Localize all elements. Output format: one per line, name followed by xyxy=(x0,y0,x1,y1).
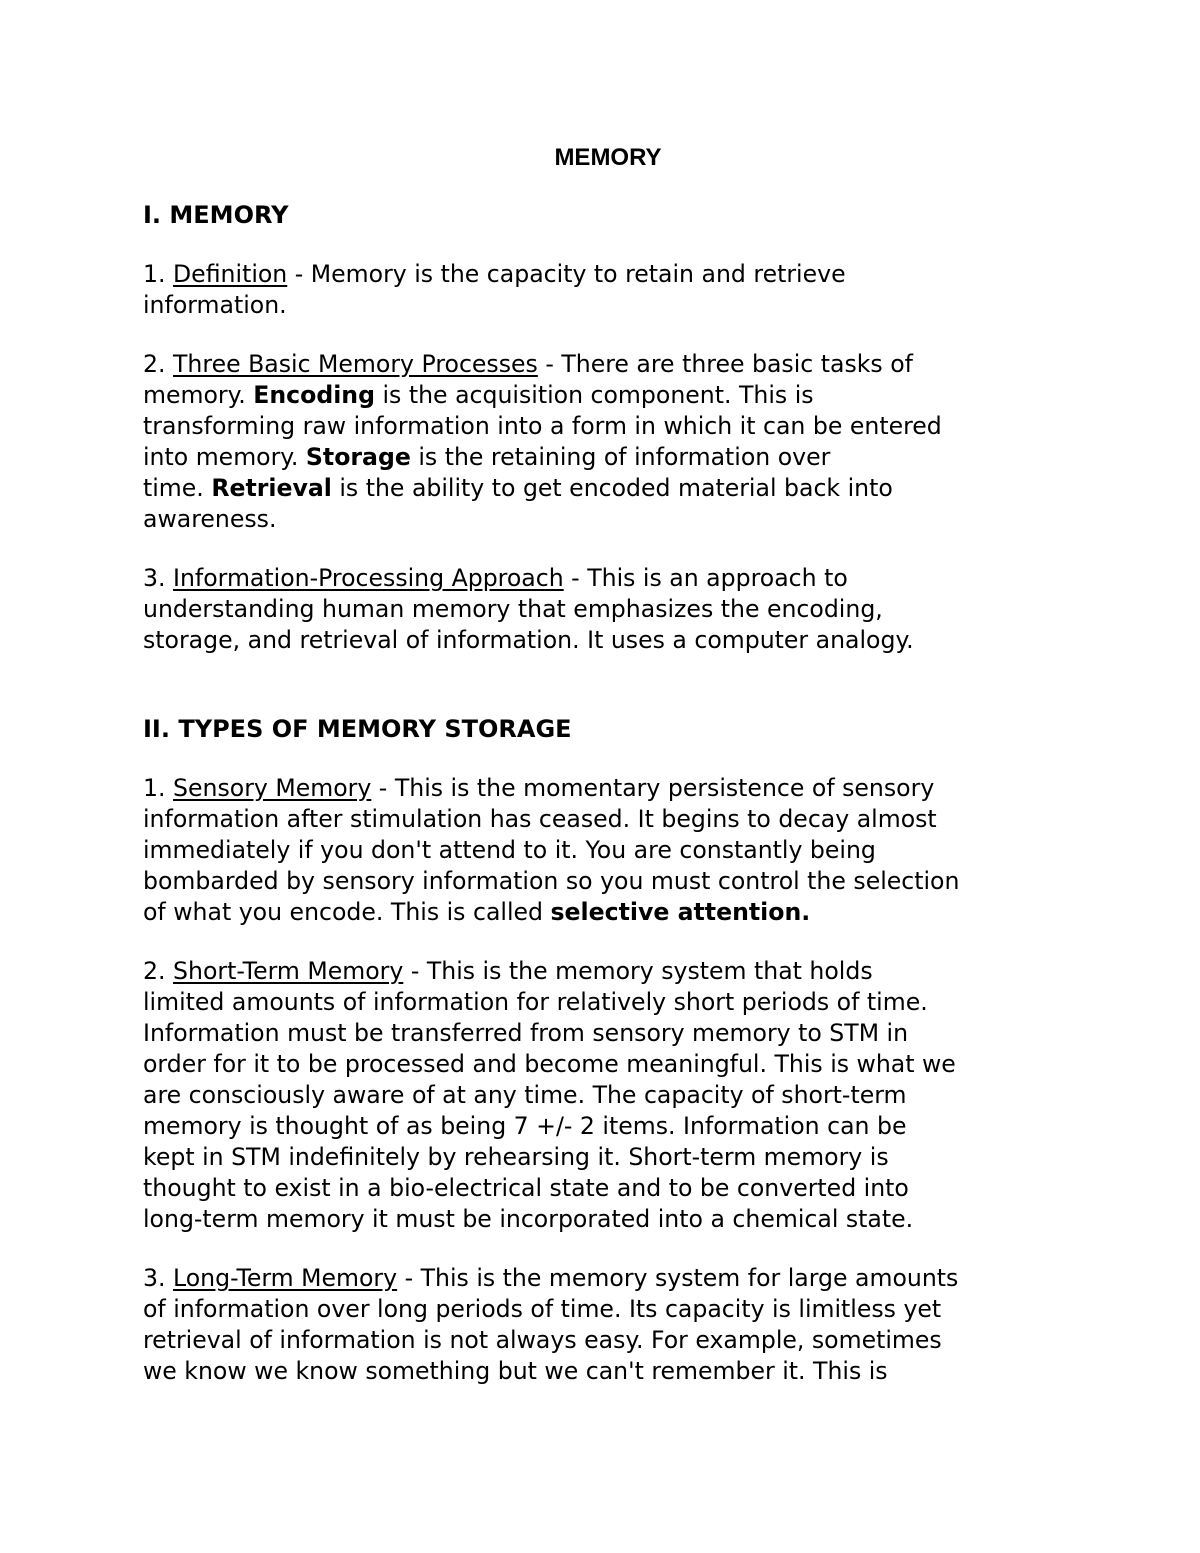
text-span: time. xyxy=(143,474,212,502)
text-line: kept in STM indefinitely by rehearsing it. Short-term memory is xyxy=(143,1143,889,1171)
document-body xyxy=(143,138,1073,1387)
item-number: 1. xyxy=(143,774,174,802)
text-line xyxy=(143,473,1073,504)
item-number: 3. xyxy=(143,1264,174,1292)
term-information-processing: Information-Processing Approach xyxy=(173,564,564,592)
text-line: memory is thought of as being 7 +/- 2 items. Information can be xyxy=(143,1112,907,1140)
text-line: Information must be transferred from sensory memory to STM in xyxy=(143,1019,909,1047)
paragraph-three-processes xyxy=(143,349,1073,535)
term-three-basic-processes: Three Basic Memory Processes xyxy=(173,350,538,378)
text-span: is the retaining of information over xyxy=(410,443,831,471)
text-line: retrieval of information is not always easy. For example, sometimes xyxy=(143,1326,942,1354)
text-line xyxy=(143,956,1073,987)
paragraph-long-term-memory xyxy=(143,1263,1073,1387)
term-definition: Definition xyxy=(173,260,288,288)
text-span: is the acquisition component. This is xyxy=(375,381,814,409)
text-span: of what you encode. This is called xyxy=(143,898,551,926)
bold-term-retrieval: Retrieval xyxy=(211,474,332,502)
item-number: 2. xyxy=(143,957,174,985)
text-line xyxy=(143,897,1073,928)
item-number: 3. xyxy=(143,564,174,592)
text-span: - This is the momentary persistence of sensory xyxy=(371,774,935,802)
text-span: memory. xyxy=(143,381,254,409)
text-line xyxy=(143,380,1073,411)
paragraph-information-processing xyxy=(143,563,1073,656)
bold-term-storage: Storage xyxy=(305,443,411,471)
text-line: bombarded by sensory information so you must control the selection xyxy=(143,867,960,895)
text-span: - This is an approach to xyxy=(563,564,848,592)
paragraph-sensory-memory xyxy=(143,773,1073,928)
text-line xyxy=(143,563,1073,594)
paragraph-definition xyxy=(143,259,1073,321)
text-span: - Memory is the capacity to retain and retrieve xyxy=(287,260,846,288)
text-span: - There are three basic tasks of xyxy=(537,350,913,378)
text-line: information. xyxy=(143,291,287,319)
text-line: are consciously aware of at any time. The capacity of short-term xyxy=(143,1081,907,1109)
text-line: order for it to be processed and become meaningful. This is what we xyxy=(143,1050,956,1078)
text-line: we know we know something but we can't remember it. This is xyxy=(143,1357,888,1385)
paragraph-short-term-memory xyxy=(143,956,1073,1235)
text-line: of information over long periods of time. Its capacity is limitless yet xyxy=(143,1295,942,1323)
document-title: MEMORY xyxy=(554,144,662,171)
text-span: into memory. xyxy=(143,443,306,471)
term-long-term-memory: Long-Term Memory xyxy=(173,1264,398,1292)
text-line: thought to exist in a bio-electrical state and to be converted into xyxy=(143,1174,909,1202)
bold-term-encoding: Encoding xyxy=(253,381,375,409)
text-span: - This is the memory system for large amounts xyxy=(397,1264,959,1292)
text-span: - This is the memory system that holds xyxy=(403,957,873,985)
text-line xyxy=(143,1263,1073,1294)
item-number: 2. xyxy=(143,350,174,378)
term-short-term-memory: Short-Term Memory xyxy=(173,957,404,985)
item-number: 1. xyxy=(143,260,174,288)
text-line: information after stimulation has ceased. It begins to decay almost xyxy=(143,805,937,833)
text-line xyxy=(143,349,1073,380)
text-line: storage, and retrieval of information. It uses a computer analogy. xyxy=(143,626,914,654)
section-heading-memory: I. MEMORY xyxy=(143,201,289,229)
text-line: long-term memory it must be incorporated into a chemical state. xyxy=(143,1205,914,1233)
text-span: is the ability to get encoded material back into xyxy=(331,474,893,502)
term-sensory-memory: Sensory Memory xyxy=(173,774,372,802)
bold-term-selective-attention: selective attention. xyxy=(550,898,811,926)
text-line: transforming raw information into a form in which it can be entered xyxy=(143,412,942,440)
text-line: understanding human memory that emphasizes the encoding, xyxy=(143,595,883,623)
text-line: limited amounts of information for relatively short periods of time. xyxy=(143,988,928,1016)
text-line xyxy=(143,259,1073,290)
section-heading-types-of-memory-storage: II. TYPES OF MEMORY STORAGE xyxy=(143,715,572,743)
text-line xyxy=(143,442,1073,473)
text-line: awareness. xyxy=(143,505,277,533)
text-line xyxy=(143,773,1073,804)
text-line: immediately if you don't attend to it. You are constantly being xyxy=(143,836,876,864)
